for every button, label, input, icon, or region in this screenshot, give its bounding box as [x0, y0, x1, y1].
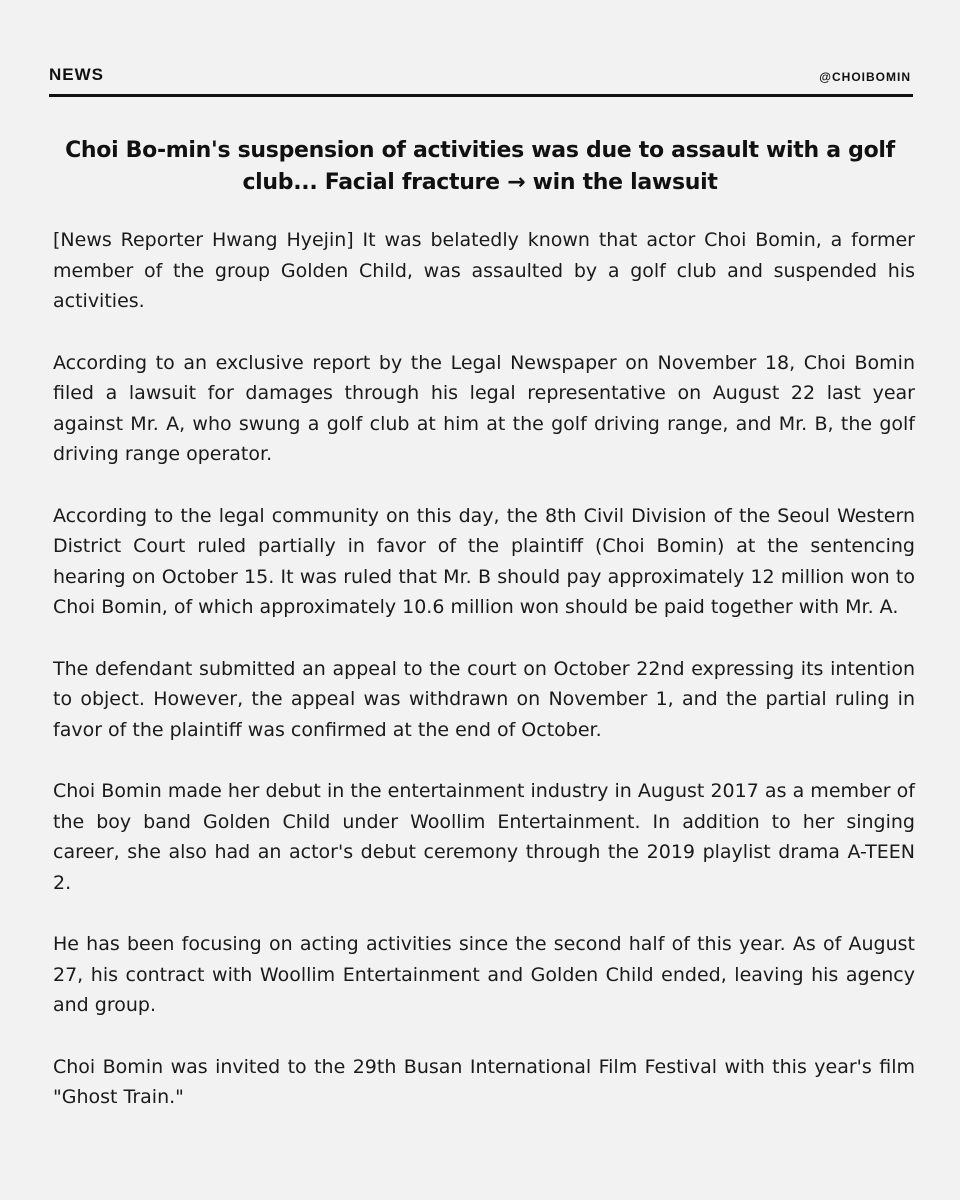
- account-handle: @CHOIBOMIN: [819, 70, 911, 84]
- section-label: NEWS: [49, 65, 104, 84]
- paragraph-4: The defendant submitted an appeal to the court on October 22nd expressing its intention to object. However, the appeal was withdrawn on November 1, and the partial ruling in favor of the plaintiff was confirmed at the end of October.: [53, 657, 915, 741]
- paragraph-6: He has been focusing on acting activities since the second half of this year. As of August 27, his contract with Woollim Entertainment and Golden Child ended, leaving his agency and group.: [53, 933, 915, 1016]
- header-divider: [49, 94, 913, 97]
- paragraph-3: According to the legal community on this day, the 8th Civil Division of the Seoul Western District Court ruled partially in favor of the plaintiff (Choi Bomin) at the sentencing hearing on October 15. It was ruled that Mr. B should pay approximately 12 million won to Choi Bomin, of which approximately 10.6 million won should be paid together with Mr. A.: [53, 504, 915, 618]
- header-bar: [49, 62, 911, 96]
- article-headline: Choi Bo-min's suspension of activities was due to assault with a golf club... Facial fracture → win the lawsuit: [65, 137, 895, 195]
- article-body: [53, 225, 915, 1144]
- paragraph-1: [News Reporter Hwang Hyejin] It was belatedly known that actor Choi Bomin, a former member of the group Golden Child, was assaulted by a golf club and suspended his activities.: [53, 229, 915, 312]
- paragraph-7: Choi Bomin was invited to the 29th Busan International Film Festival with this year's film "Ghost Train.": [53, 1055, 915, 1108]
- paragraph-2: According to an exclusive report by the Legal Newspaper on November 18, Choi Bomin filed a lawsuit for damages through his legal representative on August 22 last year against Mr. A, who swung a golf club at him at the golf driving range, and Mr. B, the golf driving range operator.: [53, 351, 915, 465]
- paragraph-5: Choi Bomin made her debut in the entertainment industry in August 2017 as a member of the boy band Golden Child under Woollim Entertainment. In addition to her singing career, she also had an actor's debut ceremony through the 2019 playlist drama A-TEEN 2.: [53, 780, 915, 894]
